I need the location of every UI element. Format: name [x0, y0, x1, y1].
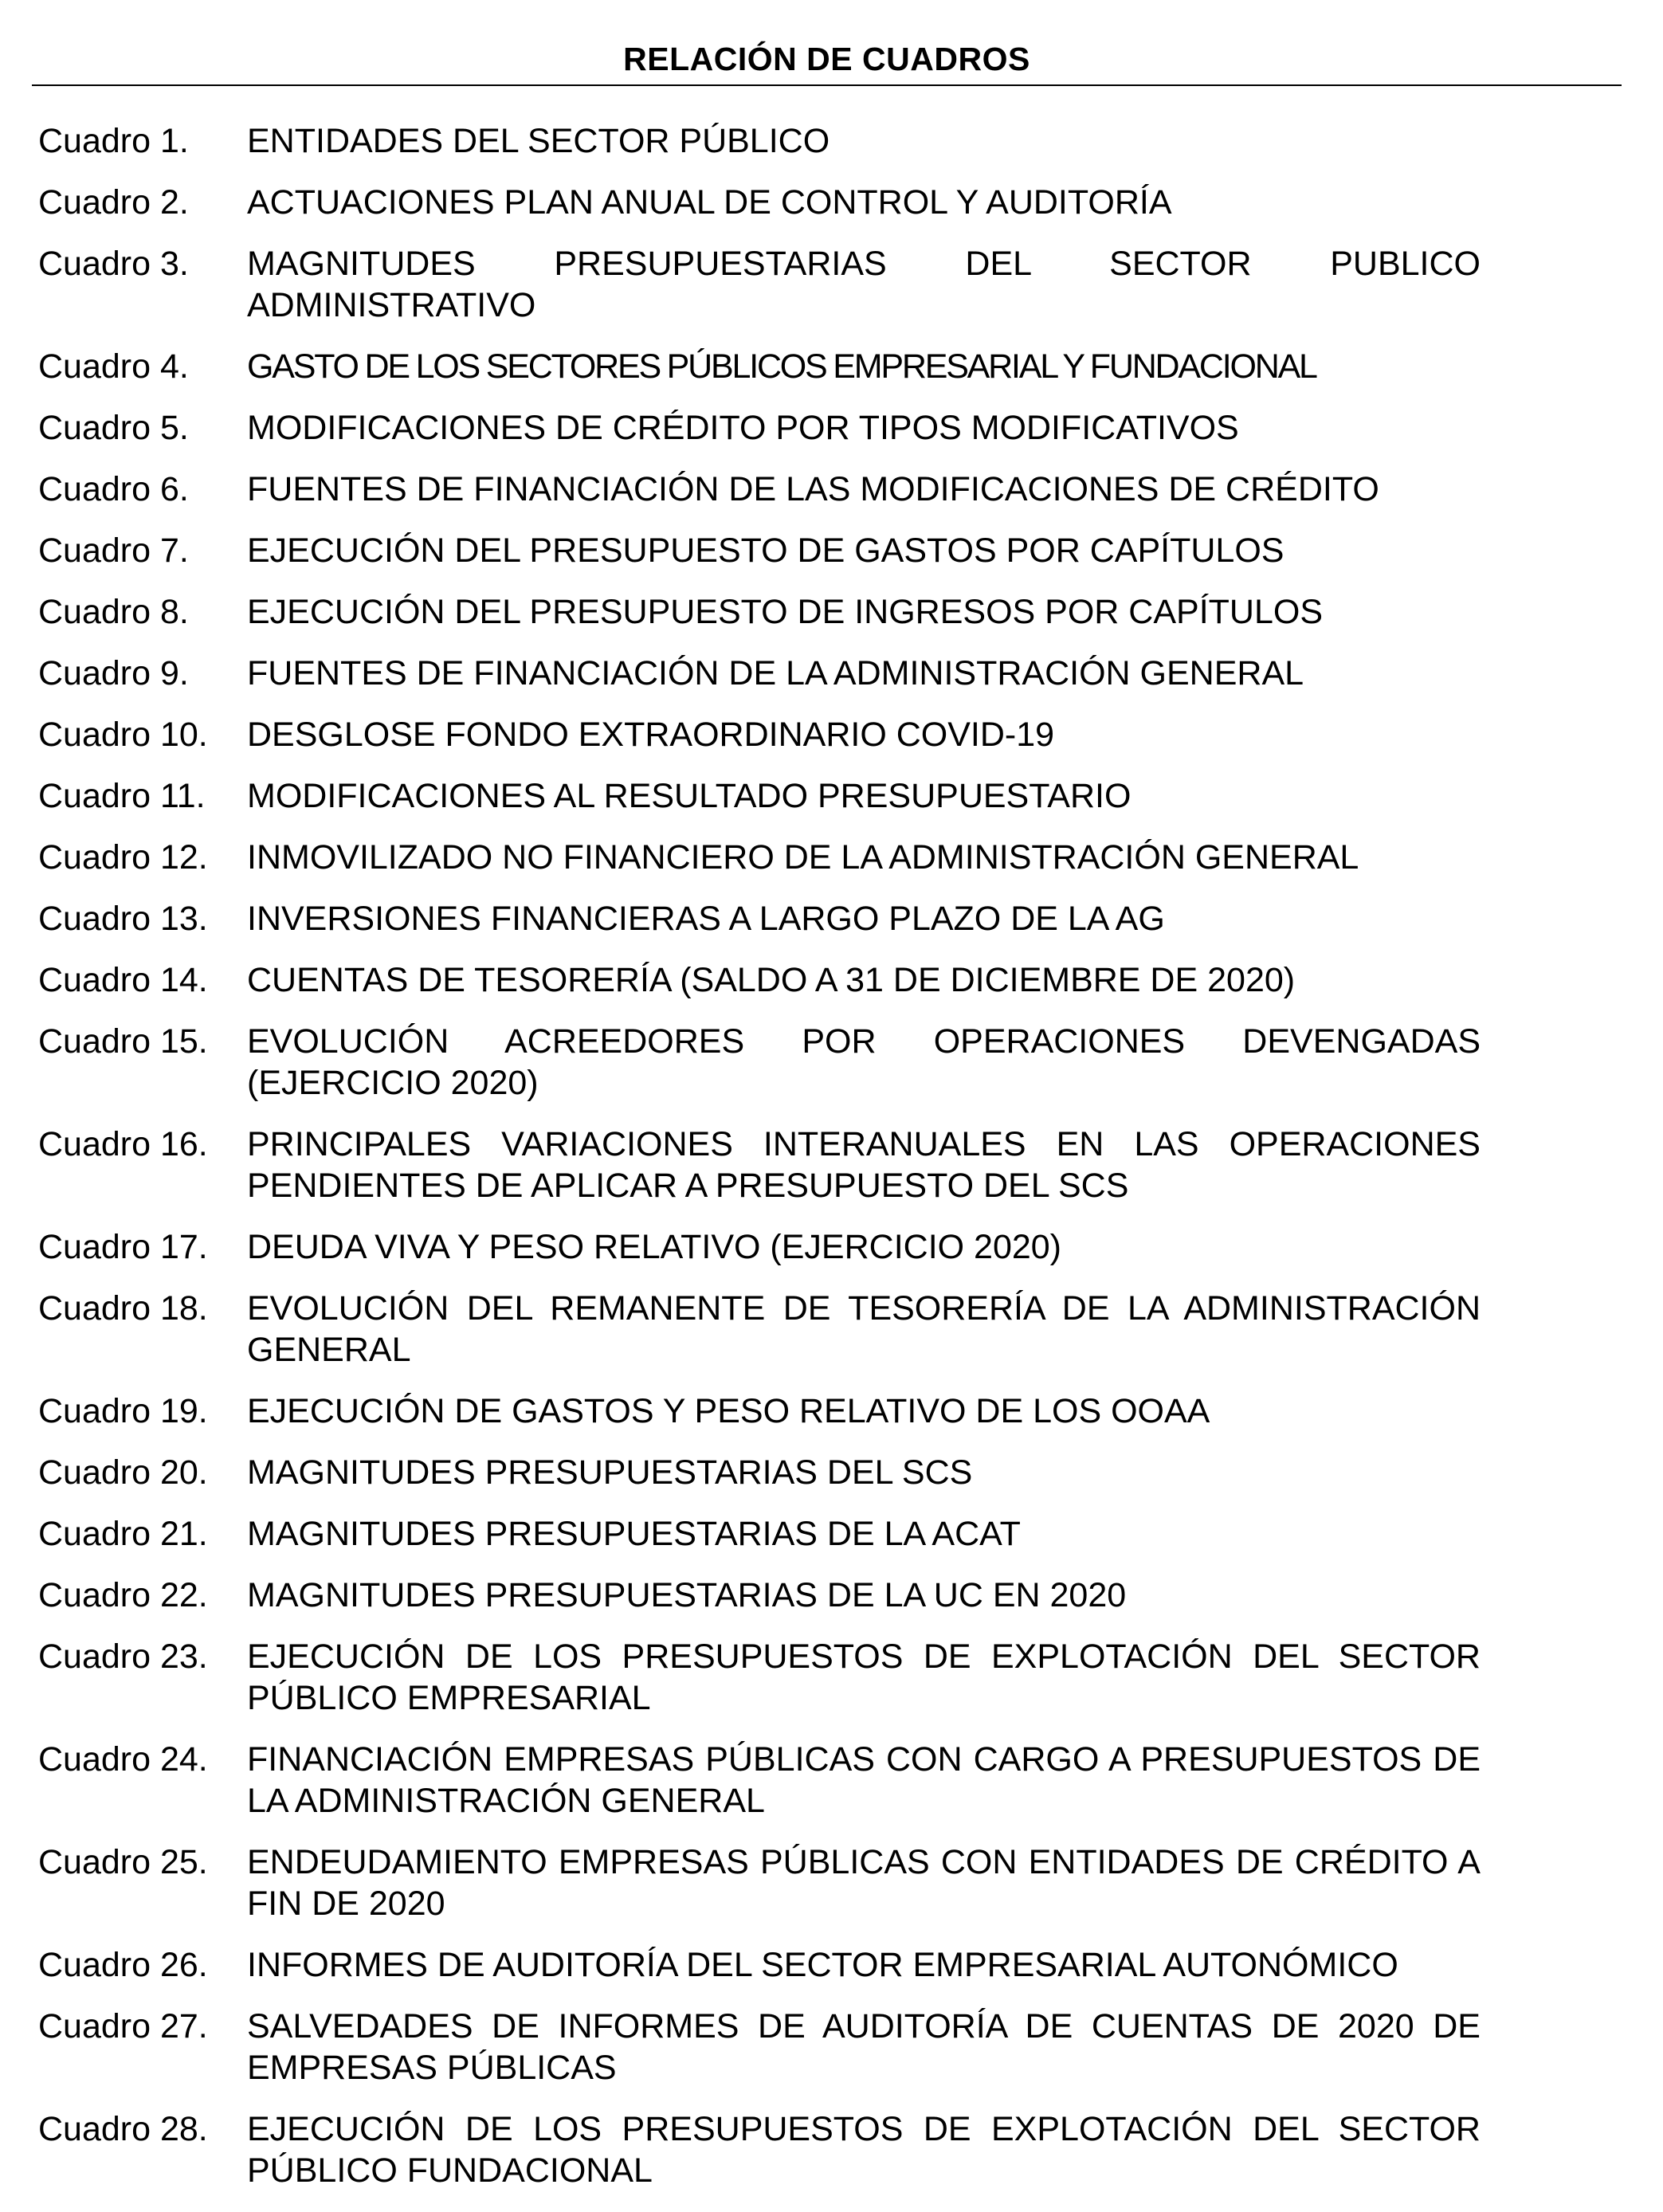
item-label: Cuadro 19. [38, 1392, 208, 1430]
item-text: MAGNITUDES PRESUPUESTARIAS DE LA UC EN 2020 [247, 1576, 1127, 1614]
item-label: Cuadro 18. [38, 1289, 208, 1328]
item-text: EJECUCIÓN DE LOS PRESUPUESTOS DE EXPLOTACIÓN DEL SECTOR PÚBLICO FUNDACIONAL [247, 2110, 1481, 2190]
item-label: Cuadro 6. [38, 470, 189, 508]
item-label: Cuadro 15. [38, 1022, 208, 1061]
item-label: Cuadro 5. [38, 409, 189, 447]
item-text: MODIFICACIONES AL RESULTADO PRESUPUESTARIO [247, 777, 1132, 815]
item-text: EJECUCIÓN DE LOS PRESUPUESTOS DE EXPLOTACIÓN DEL SECTOR PÚBLICO EMPRESARIAL [247, 1637, 1481, 1717]
item-label: Cuadro 24. [38, 1740, 208, 1779]
item-label: Cuadro 21. [38, 1515, 208, 1553]
item-text: MODIFICACIONES DE CRÉDITO POR TIPOS MODIFICATIVOS [247, 409, 1239, 447]
list-item-23 [38, 1636, 1481, 1719]
item-text: MAGNITUDES PRESUPUESTARIAS DEL SCS [247, 1453, 973, 1492]
list-item-27 [38, 2006, 1481, 2088]
list-item-21 [38, 1513, 1481, 1555]
item-text: ACTUACIONES PLAN ANUAL DE CONTROL Y AUDITORÍA [247, 183, 1172, 222]
item-text: INVERSIONES FINANCIERAS A LARGO PLAZO DE LA AG [247, 900, 1165, 938]
list-item-12 [38, 837, 1481, 878]
item-text: ENTIDADES DEL SECTOR PÚBLICO [247, 122, 830, 160]
item-text: EVOLUCIÓN ACREEDORES POR OPERACIONES DEVENGADAS (EJERCICIO 2020) [247, 1022, 1481, 1102]
item-label: Cuadro 9. [38, 654, 189, 692]
list-item-13 [38, 898, 1481, 939]
list-item-7 [38, 530, 1481, 571]
item-text: FUENTES DE FINANCIACIÓN DE LA ADMINISTRACIÓN GENERAL [247, 654, 1304, 692]
item-text: FUENTES DE FINANCIACIÓN DE LAS MODIFICACIONES DE CRÉDITO [247, 470, 1379, 508]
item-text: EJECUCIÓN DEL PRESUPUESTO DE GASTOS POR CAPÍTULOS [247, 531, 1285, 570]
item-label: Cuadro 11. [38, 777, 206, 815]
item-label: Cuadro 16. [38, 1125, 208, 1163]
item-text: INMOVILIZADO NO FINANCIERO DE LA ADMINISTRACIÓN GENERAL [247, 838, 1359, 877]
item-label: Cuadro 7. [38, 531, 189, 570]
item-label: Cuadro 10. [38, 716, 208, 754]
list-item-6 [38, 469, 1481, 510]
list-item-17 [38, 1226, 1481, 1268]
item-label: Cuadro 28. [38, 2110, 208, 2148]
list-item-24 [38, 1739, 1481, 1822]
item-label: Cuadro 3. [38, 245, 189, 283]
list-item-14 [38, 959, 1481, 1001]
item-text: DEUDA VIVA Y PESO RELATIVO (EJERCICIO 2020) [247, 1228, 1062, 1266]
item-label: Cuadro 1. [38, 122, 189, 160]
item-text: DESGLOSE FONDO EXTRAORDINARIO COVID-19 [247, 716, 1055, 754]
item-text: SALVEDADES DE INFORMES DE AUDITORÍA DE CUENTAS DE 2020 DE EMPRESAS PÚBLICAS [247, 2007, 1481, 2087]
list-item-5 [38, 407, 1481, 449]
item-label: Cuadro 27. [38, 2007, 208, 2045]
item-label: Cuadro 14. [38, 961, 208, 999]
table-list [38, 120, 1481, 2211]
list-item-20 [38, 1452, 1481, 1493]
item-text: MAGNITUDES PRESUPUESTARIAS DE LA ACAT [247, 1515, 1021, 1553]
list-item-9 [38, 653, 1481, 694]
item-text: PRINCIPALES VARIACIONES INTERANUALES EN LAS OPERACIONES PENDIENTES DE APLICAR A PRESUPUESTO DEL SCS [247, 1125, 1481, 1205]
item-label: Cuadro 4. [38, 347, 189, 386]
list-item-4 [38, 346, 1481, 387]
item-label: Cuadro 2. [38, 183, 189, 222]
item-label: Cuadro 12. [38, 838, 208, 877]
list-item-28 [38, 2108, 1481, 2191]
item-text: FINANCIACIÓN EMPRESAS PÚBLICAS CON CARGO A PRESUPUESTOS DE LA ADMINISTRACIÓN GENERAL [247, 1740, 1481, 1820]
list-item-19 [38, 1390, 1481, 1432]
list-item-26 [38, 1944, 1481, 1986]
item-label: Cuadro 25. [38, 1843, 208, 1881]
list-item-10 [38, 714, 1481, 755]
list-item-1 [38, 120, 1481, 162]
item-label: Cuadro 13. [38, 900, 208, 938]
list-item-8 [38, 591, 1481, 633]
item-text: INFORMES DE AUDITORÍA DEL SECTOR EMPRESARIAL AUTONÓMICO [247, 1946, 1398, 1984]
item-text: EJECUCIÓN DEL PRESUPUESTO DE INGRESOS POR CAPÍTULOS [247, 593, 1324, 631]
item-label: Cuadro 20. [38, 1453, 208, 1492]
list-item-25 [38, 1841, 1481, 1924]
item-text: EVOLUCIÓN DEL REMANENTE DE TESORERÍA DE LA ADMINISTRACIÓN GENERAL [247, 1289, 1481, 1369]
item-text: EJECUCIÓN DE GASTOS Y PESO RELATIVO DE LOS OOAA [247, 1392, 1210, 1430]
item-label: Cuadro 17. [38, 1228, 208, 1266]
item-text: GASTO DE LOS SECTORES PÚBLICOS EMPRESARIAL Y FUNDACIONAL [247, 347, 1316, 386]
item-label: Cuadro 23. [38, 1637, 208, 1676]
list-item-3 [38, 243, 1481, 326]
list-item-18 [38, 1288, 1481, 1371]
item-text: CUENTAS DE TESORERÍA (SALDO A 31 DE DICIEMBRE DE 2020) [247, 961, 1296, 999]
item-text: ENDEUDAMIENTO EMPRESAS PÚBLICAS CON ENTIDADES DE CRÉDITO A FIN DE 2020 [247, 1843, 1481, 1923]
list-item-2 [38, 182, 1481, 223]
item-label: Cuadro 26. [38, 1946, 208, 1984]
list-item-15 [38, 1021, 1481, 1104]
item-label: Cuadro 8. [38, 593, 189, 631]
list-item-16 [38, 1124, 1481, 1206]
title-divider [32, 84, 1622, 86]
page-title: RELACIÓN DE CUADROS [623, 41, 1030, 77]
list-item-11 [38, 775, 1481, 817]
item-label: Cuadro 22. [38, 1576, 208, 1614]
list-item-22 [38, 1575, 1481, 1616]
item-text: MAGNITUDES PRESUPUESTARIAS DEL SECTOR PUBLICO ADMINISTRATIVO [247, 245, 1481, 324]
